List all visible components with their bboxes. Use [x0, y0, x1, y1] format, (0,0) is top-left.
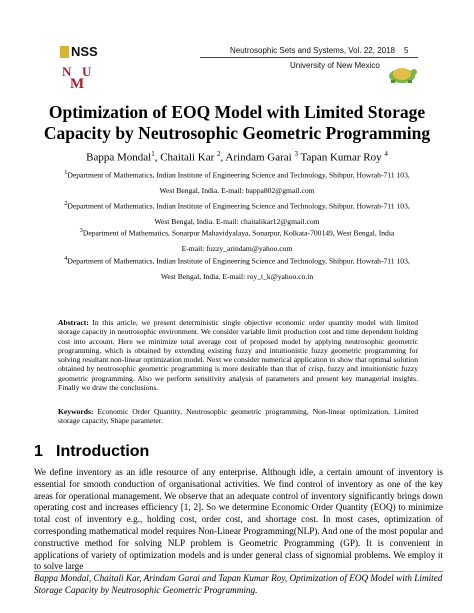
author-sup: 1 [151, 150, 155, 158]
affiliation-sup: 3 [79, 227, 83, 234]
author-name: Tapan Kumar Roy [300, 151, 382, 164]
turtle-logo-icon [385, 62, 419, 84]
affiliation-2 [30, 199, 444, 227]
section-number: 1 [34, 443, 43, 460]
keywords-text: Economic Order Quantity, Neutrosophic geometric programming, Non-linear optimization, Limited storage capacity, Shape parameter. [58, 407, 418, 426]
affiliation-line: West Bengal, India. E-mail: roy_t_k@yahoo.co.in [160, 271, 314, 281]
unm-logo [61, 64, 97, 90]
author-sup: 3 [294, 150, 298, 158]
nss-logo-text: NSS [71, 44, 98, 59]
affiliation-4 [30, 254, 444, 282]
abstract-text: In this article, we present deterministic single objective economic order quantity model with limited storage capacity in neutrosophic environment. We consider variable limit production cost and time dependent holding cost into account. Here we minimize total average cost of proposed model by applying neutrosophic geometric programming, which is obtained by extending existing fuzzy and intuitionistic fuzzy geometric programming for solving resultant non-linear optimization model. Next we consider numerical application to show that optimal solution obtained by neutrosophic geometric programming is more desirable than that of crisp, fuzzy and intuitionistic fuzzy geometric programming. Also we perform sensitivity analysis of parameters and present key managerial insights. Finally we draw the conclusions. [58, 318, 418, 393]
affiliation-line: Department of Mathematics, Indian Institute of Engineering Science and Technology, Shibpur, Howrah-711 103, [67, 256, 410, 266]
nss-logo [60, 44, 98, 59]
footer-rule [34, 571, 443, 572]
svg-text:M: M [70, 76, 85, 90]
header-rule [200, 57, 418, 58]
author-name: Arindam Garai [225, 151, 292, 164]
paper-title [30, 102, 444, 144]
author-sup: 4 [384, 150, 388, 158]
affiliation-sup: 1 [64, 169, 68, 176]
author-sup: 2 [217, 150, 221, 158]
affiliation-line: West Bengal, India. E-mail: bappa802@gmail.com [159, 185, 315, 195]
svg-text:U: U [82, 64, 92, 79]
keywords-label: Keywords: [58, 407, 94, 416]
affiliation-line: Department of Mathematics, Indian Institute of Engineering Science and Technology, Shibpur, Howrah-711 103, [67, 201, 410, 211]
abstract [58, 318, 418, 392]
affiliation-sup: 4 [64, 255, 68, 262]
page-number: 5 [404, 46, 409, 55]
title-line-1: Optimization of EOQ Model with Limited Storage [48, 102, 426, 122]
section-body: We define inventory as an idle resource of any enterprise. Although idle, a certain amount of inventory is essential for smooth conduction of organisational activities. We find control of inventory as one of the key areas for operational management. We observe that an adequate control of inventory significantly brings down operating cost and increases efficiency [1, 2]. So we determine Economic Order Quantity (EOQ) to minimize total cost of inventory e.g., holding cost, order cost, and shortage cost. In most cases, optimization of corresponding mathematical model requires Non-Linear Programming(NLP). And one of the most popular and constructive method for solving NLP problem is Geometric Programming (GP). It is convenient in applications of variety of optimization models and is under general class of signomial problems. We employ it to solve large [34, 467, 443, 572]
footer-citation: Bappa Mondal, Chaitali Kar, Arindam Garai and Tapan Kumar Roy, Optimization of EOQ Model with Limited Storage Capacity by Neutrosophic Geometric Programming. [34, 573, 443, 595]
author-list: Bappa Mondal$^1$, Chaitali Kar $^2$, Arindam Garai $^3$ Tapan Kumar Roy $^4$ [86, 150, 388, 164]
abstract-label: Abstract: [58, 318, 89, 327]
affiliation-3 [30, 226, 444, 254]
university-name: University of New Mexico [290, 61, 380, 70]
author-name: Bappa Mondal [86, 151, 152, 164]
section-title: Introduction [56, 443, 150, 460]
affiliation-line: Department of Mathematics, Indian Institute of Engineering Science and Technology, Shibpur, Howrah-711 103, [67, 170, 410, 180]
affiliation-sup: 2 [64, 200, 68, 207]
journal-reference: Neutrosophic Sets and Systems, Vol. 22, 2018 [230, 46, 395, 55]
affiliation-1 [30, 168, 444, 196]
affiliation-line: E-mail: fuzzy_arindam@yahoo.com [181, 243, 293, 253]
keywords [58, 407, 418, 426]
svg-text:N: N [62, 64, 72, 79]
affiliation-line: Department of Mathematics, Sonarpur Mahavidyalaya, Sonarpur, Kolkata-700149, West Bengal, India [82, 228, 395, 238]
nss-logo-mark [60, 46, 69, 58]
affiliation-line: West Bengal, India. E-mail: chaitalikar12@gmail.com [154, 216, 320, 226]
author-name: Chaitali Kar [160, 151, 215, 164]
title-line-2: Capacity by Neutrosophic Geometric Programming [43, 123, 431, 143]
